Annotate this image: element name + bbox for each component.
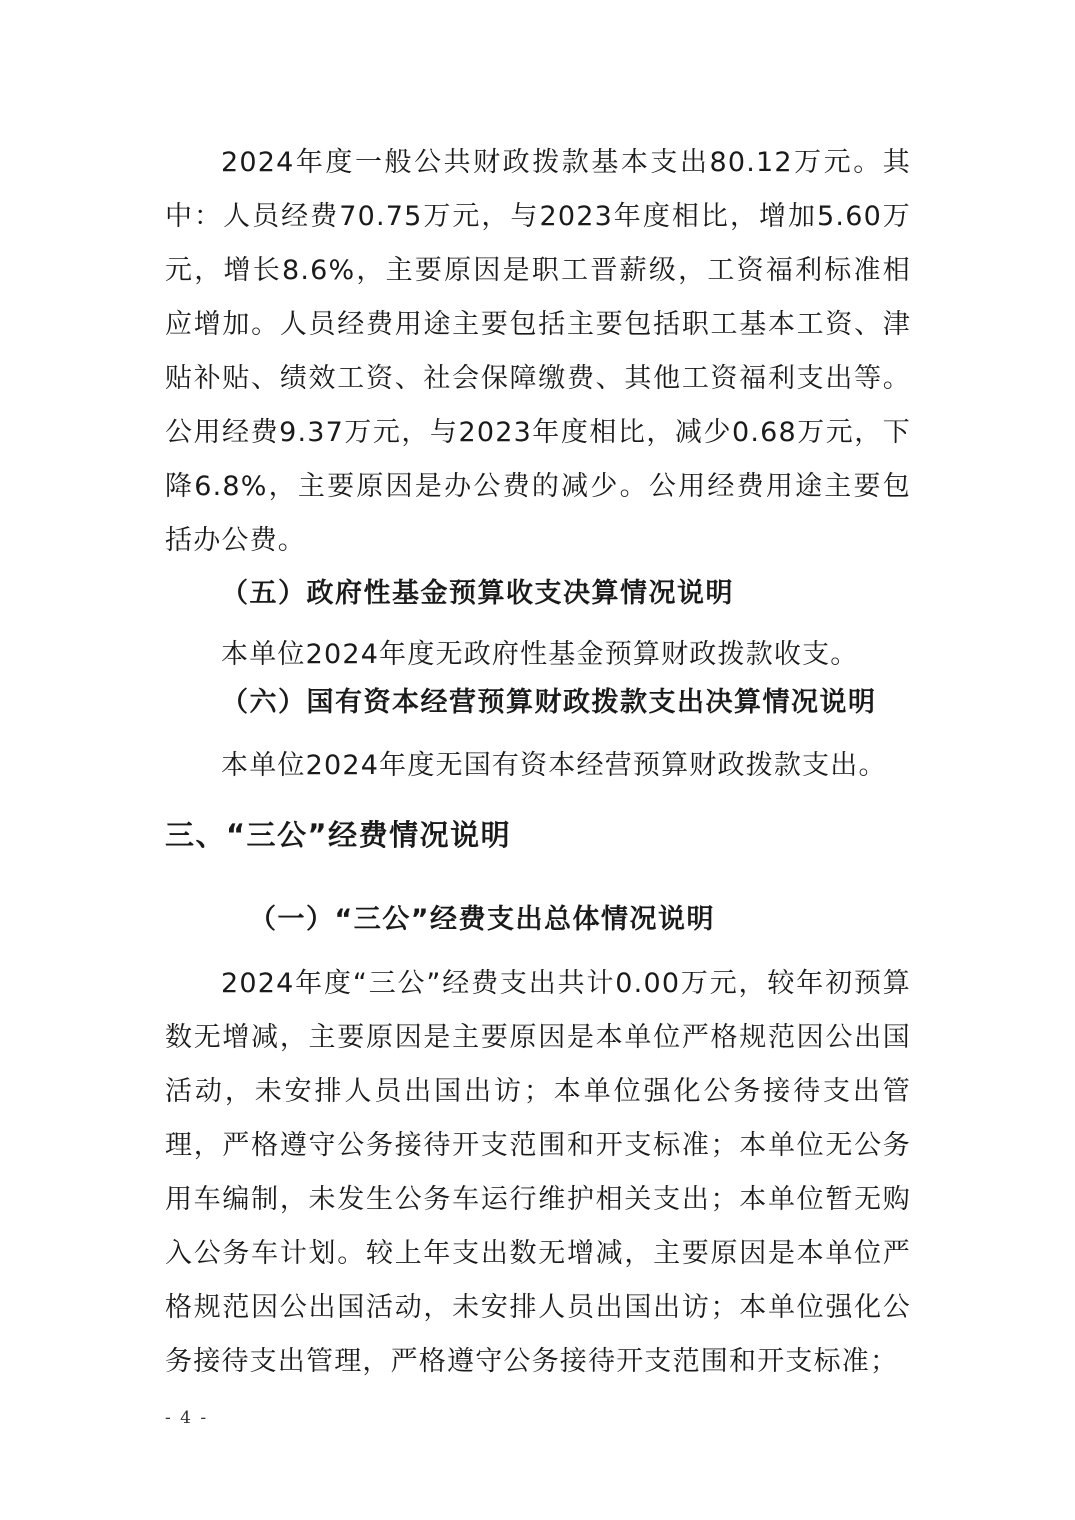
heading-state-capital: （六）国有资本经营预算财政拨款支出决算情况说明 (221, 687, 877, 718)
heading-three-public-overall: （一）“三公”经费支出总体情况说明 (249, 904, 715, 935)
page-number: - 4 - (165, 1408, 209, 1428)
paragraph-state-capital: 本单位2024年度无国有资本经营预算财政拨款支出。 (221, 750, 887, 781)
heading-fund-budget: （五）政府性基金预算收支决算情况说明 (221, 578, 734, 609)
paragraph-basic-expense: 2024年度一般公共财政拨款基本支出80.12万元。其中：人员经费70.75万元，与2023年度相比，增加5.60万元，增长8.6%，主要原因是职工晋薪级，工资福利标准相应增加。人员经费用途主要包括主要包括职工基本工资、津贴补贴、绩效工资、社会保障缴费、其他工资福利支出等。公用经费9.37万元，与2023年度相比，减少0.68万元，下降6.8%，主要原因是办公费的减少。公用经费用途主要包括办公费。 (165, 147, 911, 556)
paragraph-three-public-overall: 2024年度“三公”经费支出共计0.00万元，较年初预算数无增减，主要原因是主要原因是本单位严格规范因公出国活动，未安排人员出国出访；本单位强化公务接待支出管理，严格遵守公务接待开支范围和开支标准；本单位无公务用车编制，未发生公务车运行维护相关支出；本单位暂无购入公务车计划。较上年支出数无增减，主要原因是本单位严格规范因公出国活动，未安排人员出国出访；本单位强化公务接待支出管理，严格遵守公务接待开支范围和开支标准； (165, 968, 911, 1377)
section-three-title: 三、“三公”经费情况说明 (165, 818, 512, 852)
paragraph-fund-budget: 本单位2024年度无政府性基金预算财政拨款收支。 (221, 639, 859, 670)
